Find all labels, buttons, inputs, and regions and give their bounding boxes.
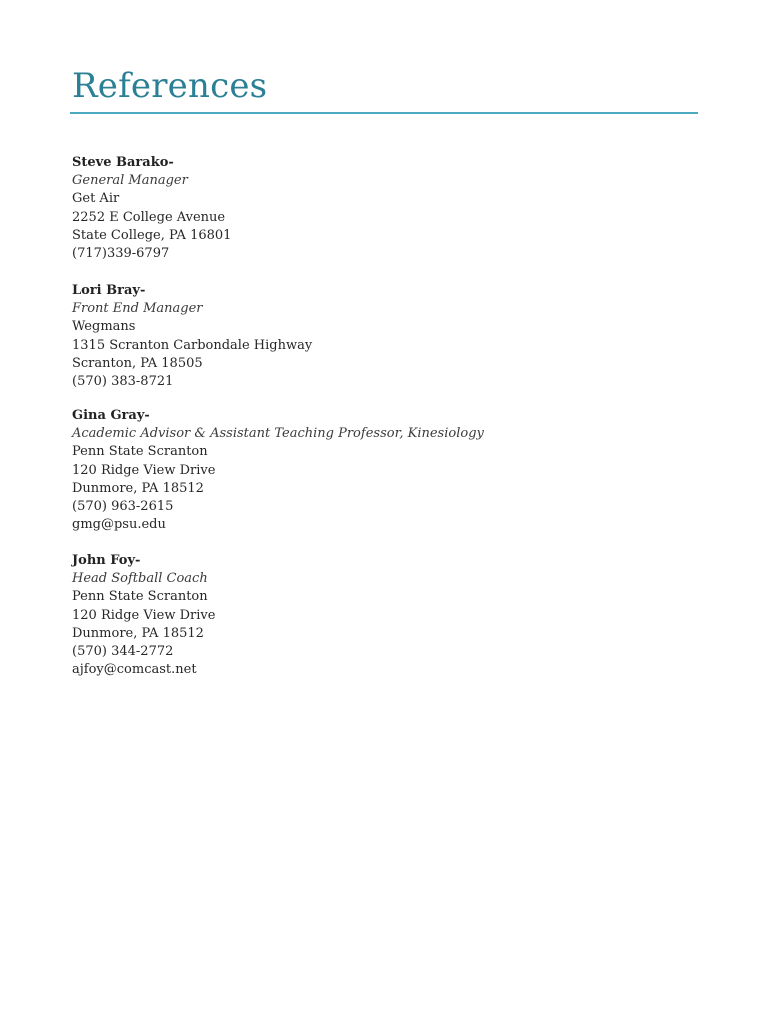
- reference-name: Lori Bray-: [72, 283, 146, 298]
- reference-city: State College, PA 16801: [72, 227, 232, 243]
- reference-city: Dunmore, PA 18512: [72, 480, 204, 496]
- reference-lori-bray: [72, 282, 312, 391]
- reference-organization: Wegmans: [72, 319, 136, 335]
- reference-street: 120 Ridge View Drive: [72, 462, 216, 478]
- title-divider: [70, 112, 698, 114]
- reference-name: Steve Barako-: [72, 155, 174, 170]
- reference-title: General Manager: [72, 173, 188, 189]
- reference-phone: (717)339-6797: [72, 246, 170, 262]
- reference-organization: Get Air: [72, 191, 120, 207]
- reference-organization: Penn State Scranton: [72, 589, 208, 605]
- reference-steve-barako: [72, 154, 231, 263]
- reference-gina-gray: [72, 407, 484, 534]
- reference-city: Dunmore, PA 18512: [72, 625, 204, 641]
- reference-phone: (570) 383-8721: [72, 374, 174, 390]
- reference-city: Scranton, PA 18505: [72, 355, 203, 371]
- reference-street: 2252 E College Avenue: [72, 209, 226, 225]
- reference-email: gmg@psu.edu: [72, 517, 166, 533]
- reference-title: Head Softball Coach: [72, 571, 208, 587]
- reference-organization: Penn State Scranton: [72, 444, 208, 460]
- reference-john-foy: [72, 552, 215, 679]
- reference-title: Academic Advisor & Assistant Teaching Professor, Kinesiology: [72, 426, 484, 442]
- reference-street: 1315 Scranton Carbondale Highway: [72, 337, 313, 353]
- reference-title: Front End Manager: [72, 301, 203, 317]
- reference-phone: (570) 963-2615: [72, 499, 174, 515]
- reference-name: Gina Gray-: [72, 408, 150, 423]
- page-title: References: [72, 66, 268, 106]
- reference-email: ajfoy@comcast.net: [72, 662, 197, 678]
- reference-name: John Foy-: [72, 553, 141, 568]
- reference-phone: (570) 344-2772: [72, 644, 174, 660]
- reference-street: 120 Ridge View Drive: [72, 607, 216, 623]
